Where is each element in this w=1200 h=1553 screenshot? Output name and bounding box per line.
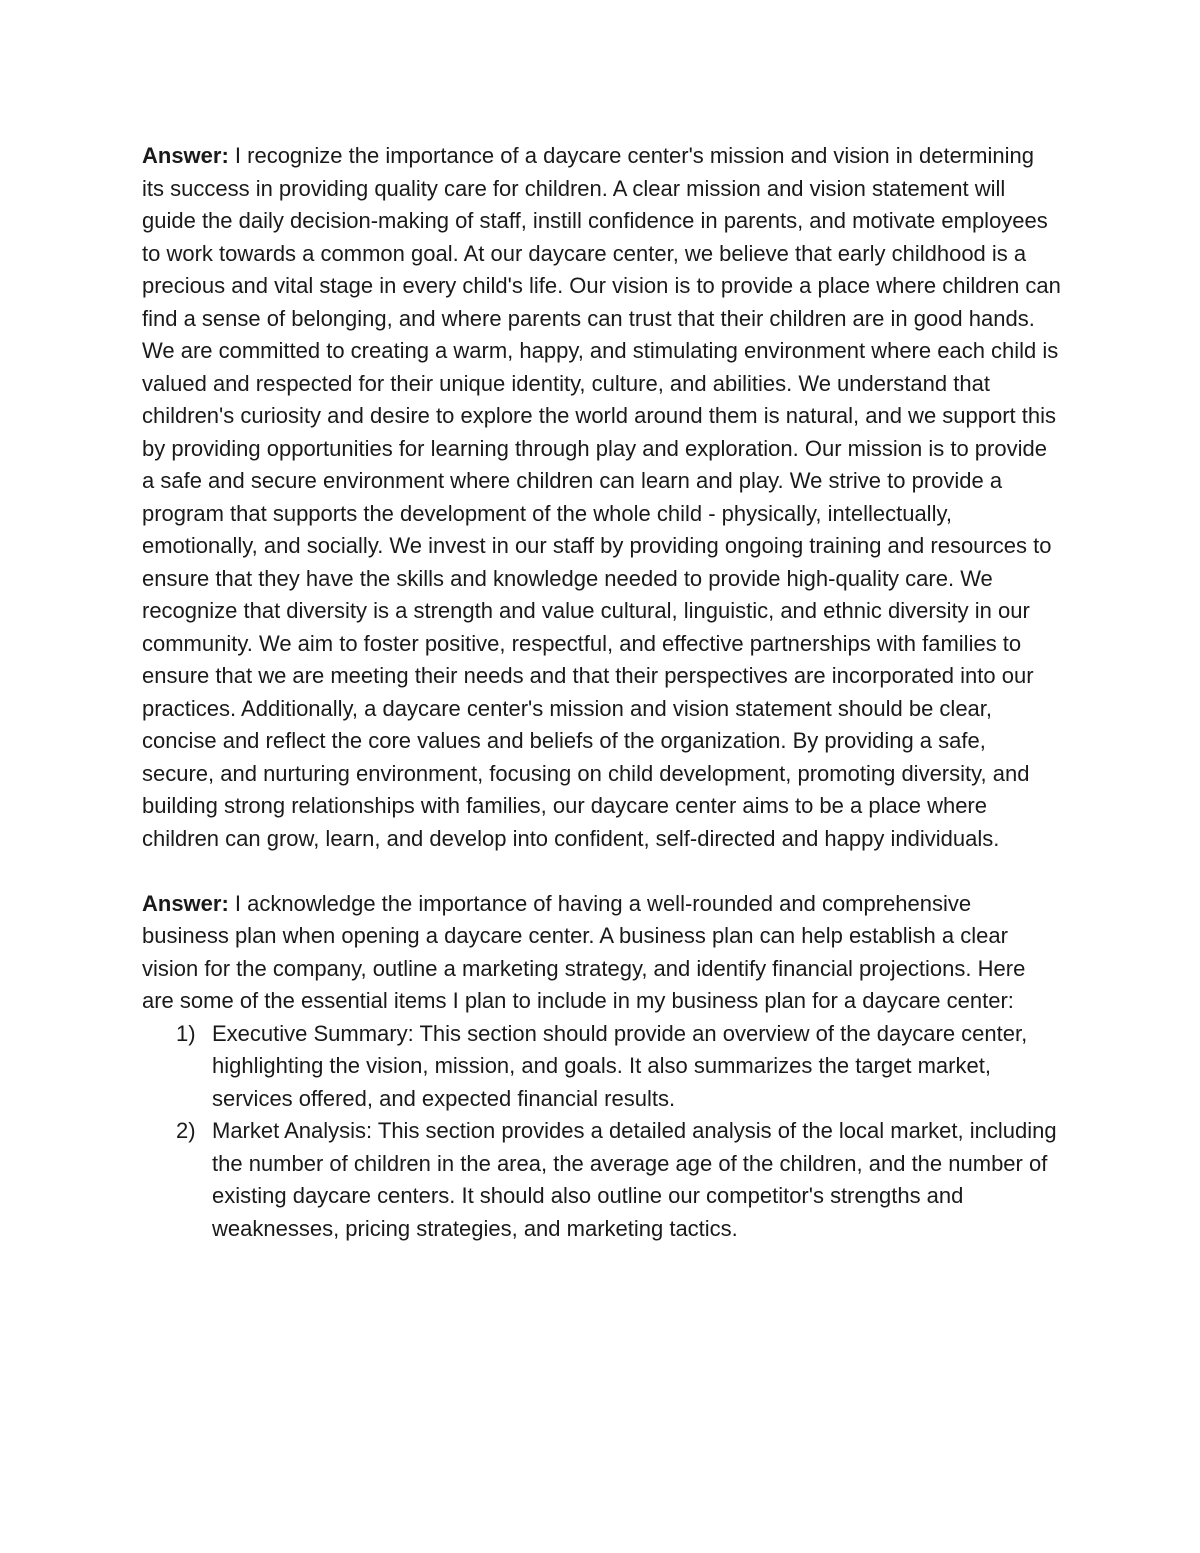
list-number: 1) [176, 1020, 196, 1046]
answer-section-2 [142, 888, 1062, 1246]
answer-paragraph-1 [142, 140, 1062, 855]
document-body [142, 140, 1062, 1245]
answer-label: Answer: [142, 890, 229, 916]
list-item-text: Executive Summary: This section should provide an overview of the daycare center, highlighting the vision, mission, and goals. It also summarizes the target market, services offered, and expected financial results. [212, 1020, 1028, 1111]
list-item-market-analysis [142, 1115, 1062, 1245]
answer-text: I recognize the importance of a daycare center's mission and vision in determining its success in providing quality care for children. A clear mission and vision statement will guide the daily decision-making of staff, instill confidence in parents, and motivate employees to work towards a common goal. At our daycare center, we believe that early childhood is a precious and vital stage in every child's life. Our vision is to provide a place where children can find a sense of belonging, and where parents can trust that their children are in good hands. We are committed to creating a warm, happy, and stimulating environment where each child is valued and respected for their unique identity, culture, and abilities. We understand that children's curiosity and desire to explore the world around them is natural, and we support this by providing opportunities for learning through play and exploration. Our mission is to provide a safe and secure environment where children can learn and play. We strive to provide a program that supports the development of the whole child - physically, intellectually, emotionally, and socially. We invest in our staff by providing ongoing training and resources to ensure that they have the skills and knowledge needed to provide high-quality care. We recognize that diversity is a strength and value cultural, linguistic, and ethnic diversity in our community. We aim to foster positive, respectful, and effective partnerships with families to ensure that we are meeting their needs and that their perspectives are incorporated into our practices. Additionally, a daycare center's mission and vision statement should be clear, concise and reflect the core values and beliefs of the organization. By providing a safe, secure, and nurturing environment, focusing on child development, promoting diversity, and building strong relationships with families, our daycare center aims to be a place where children can grow, learn, and develop into confident, self-directed and happy individuals. [142, 143, 1061, 851]
list-number: 2) [176, 1118, 196, 1143]
list-item-text: Market Analysis: This section provides a detailed analysis of the local market, including the number of children in the area, the average age of the children, and the number of existing daycare centers. It should also outline our competitor's strengths and weaknesses, pricing strategies, and marketing tactics. [212, 1118, 1057, 1241]
list-item-executive-summary [142, 1018, 1062, 1116]
business-plan-items-list [142, 1018, 1062, 1246]
answer-paragraph-2 [142, 888, 1062, 1018]
answer-label: Answer: [142, 143, 229, 168]
answer-text: I acknowledge the importance of having a well-rounded and comprehensive business plan when opening a daycare center. A business plan can help establish a clear vision for the company, outline a marketing strategy, and identify financial projections. Here are some of the essential items I plan to include in my business plan for a daycare center: [142, 890, 1026, 1013]
